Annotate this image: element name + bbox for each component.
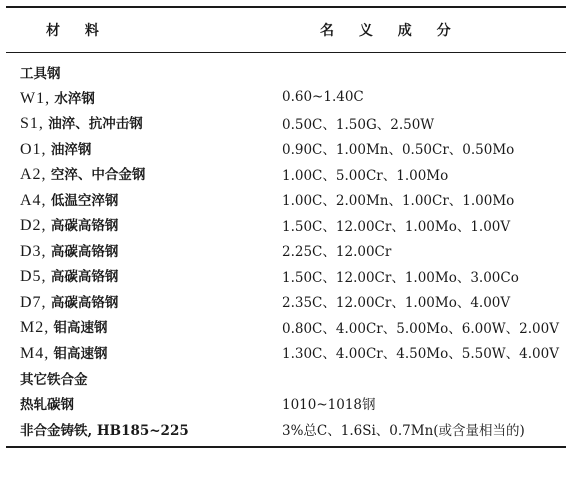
composition-cell: 2.35C、12.00Cr、1.00Mo、4.00V — [282, 295, 511, 312]
material-cell — [6, 85, 260, 111]
table-row — [6, 136, 566, 162]
materials-table — [6, 8, 566, 52]
material-name: 钼高速钢 — [53, 320, 108, 337]
material-name: 高碳高铬钢 — [50, 243, 119, 260]
material-code: M2, — [20, 319, 50, 337]
material-cell — [6, 314, 260, 340]
material-cell — [6, 187, 260, 213]
composition-cell: 1.50C、12.00Cr、1.00Mo、3.00Co — [282, 269, 519, 286]
composition-cell: 0.50C、1.50G、2.50W — [282, 116, 435, 133]
material-cell — [6, 136, 260, 162]
material-code: D5, — [20, 268, 47, 286]
composition-cell: 1010~1018钢 — [282, 397, 376, 414]
bottom-rule — [6, 446, 566, 448]
material-cell — [6, 416, 260, 442]
material-code: M4, — [20, 344, 50, 362]
material-code: D2, — [20, 217, 47, 235]
table-row — [6, 416, 566, 442]
table-row — [6, 340, 566, 366]
material-name: 空淬、中合金钢 — [50, 167, 146, 184]
material-code: O1, — [20, 140, 47, 158]
composition-cell: 3%总C、1.6Si、0.7Mn(或含量相当的) — [282, 422, 525, 439]
section-heading-row — [6, 365, 566, 391]
material-name: 高碳高铬钢 — [50, 294, 119, 311]
composition-cell: 1.30C、4.00Cr、4.50Mo、5.50W、4.00V — [282, 346, 559, 363]
composition-cell: 0.90C、1.00Mn、0.50Cr、0.50Mo — [282, 142, 515, 159]
table-row — [6, 85, 566, 111]
composition-cell: 1.00C、5.00Cr、1.00Mo — [282, 167, 449, 184]
material-name: 热轧碳钢 — [20, 397, 74, 414]
material-cell — [6, 340, 260, 366]
table-row — [6, 289, 566, 315]
composition-cell: 2.25C、12.00Cr — [282, 244, 392, 261]
section-heading: 工具钢 — [20, 65, 61, 82]
header-material: 材 料 — [46, 23, 109, 39]
table-row — [6, 238, 566, 264]
material-name: 油淬钢 — [50, 141, 92, 158]
material-cell — [6, 212, 260, 238]
table-row — [6, 314, 566, 340]
material-cell — [6, 110, 260, 136]
material-cell — [6, 238, 260, 264]
material-code: D7, — [20, 293, 47, 311]
material-cell — [6, 263, 260, 289]
material-name: 高碳高铬钢 — [50, 269, 119, 286]
composition-cell: 0.60~1.40C — [282, 89, 364, 106]
table-row — [6, 110, 566, 136]
composition-cell: 1.50C、12.00Cr、1.00Mo、1.00V — [282, 218, 511, 235]
table-row — [6, 187, 566, 213]
material-name: 高碳高铬钢 — [50, 218, 119, 235]
material-name: 水淬钢 — [54, 90, 95, 107]
section-heading: 其它铁合金 — [20, 371, 88, 388]
table-row — [6, 161, 566, 187]
material-cell — [6, 161, 260, 187]
section-heading-row — [6, 53, 566, 85]
material-code: W1, — [20, 89, 51, 107]
material-code: D3, — [20, 242, 47, 260]
header-composition: 名 义 成 分 — [320, 23, 461, 39]
material-code: S1, — [20, 115, 44, 133]
composition-cell: 1.00C、2.00Mn、1.00Cr、1.00Mo — [282, 193, 515, 210]
materials-table-container — [6, 6, 566, 448]
material-code: A4, — [20, 191, 47, 209]
material-cell — [6, 289, 260, 315]
table-header-row — [6, 8, 566, 52]
table-row — [6, 263, 566, 289]
material-name: 低温空淬钢 — [50, 192, 119, 209]
composition-cell: 0.80C、4.00Cr、5.00Mo、6.00W、2.00V — [282, 320, 559, 337]
table-row — [6, 212, 566, 238]
material-code: A2, — [20, 166, 47, 184]
material-name: 油淬、抗冲击钢 — [48, 116, 143, 133]
material-name: 非合金铸铁, HB185~225 — [20, 422, 189, 439]
material-cell — [6, 391, 260, 417]
material-name: 钼高速钢 — [53, 345, 108, 362]
table-row — [6, 391, 566, 417]
materials-table-body — [6, 53, 566, 442]
